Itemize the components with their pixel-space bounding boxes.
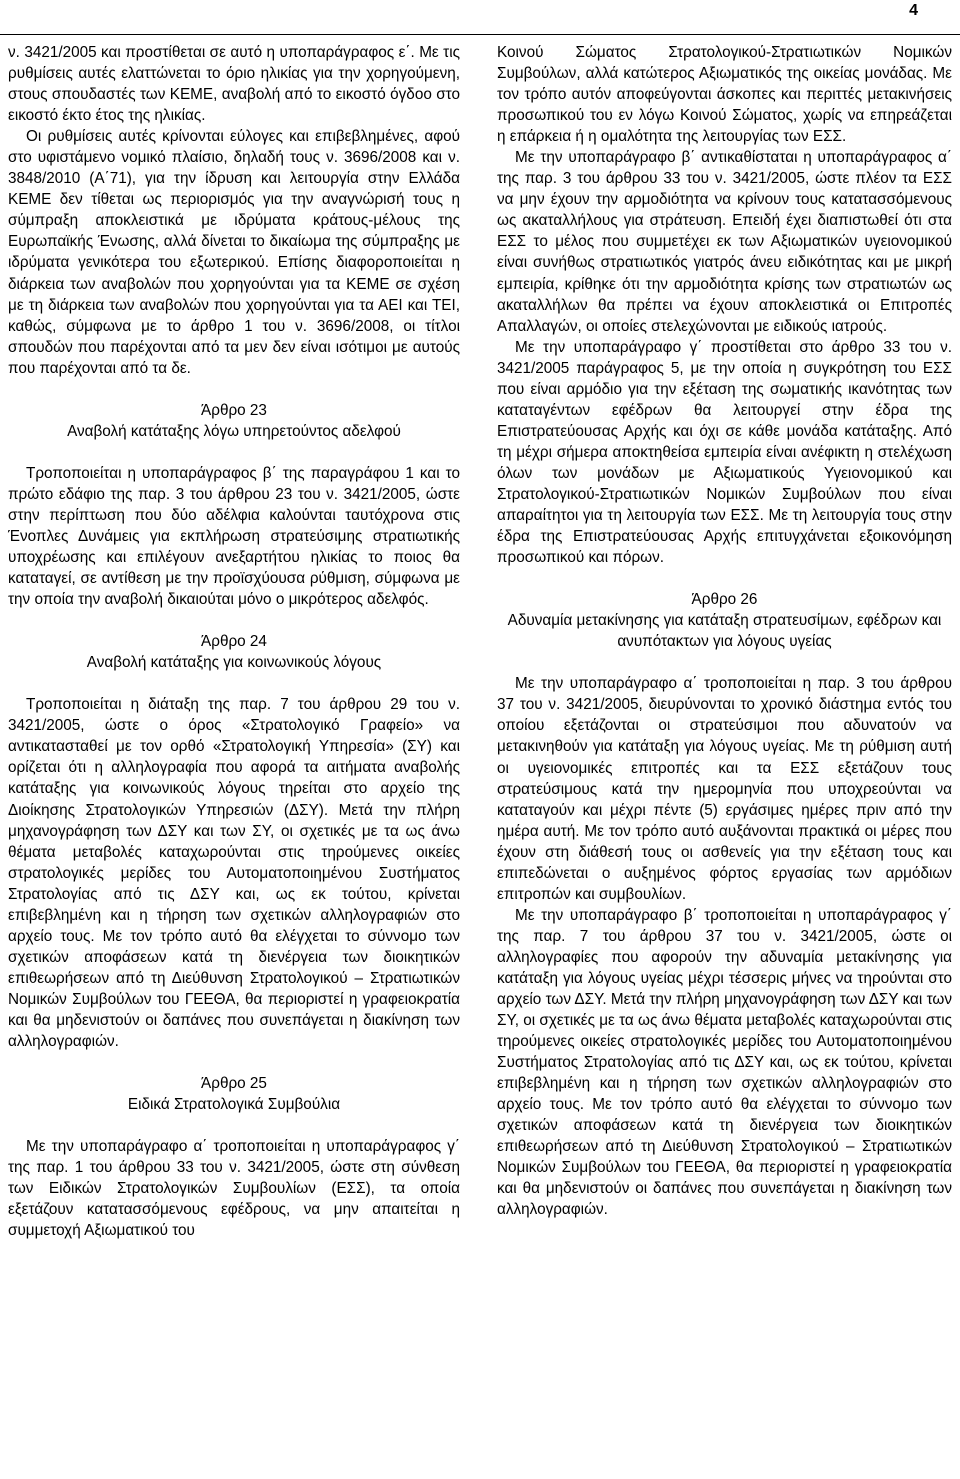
left-column (8, 42, 460, 1241)
paragraph: Τροποποιείται η υποπαράγραφος β΄ της παραγράφου 1 και το πρώτο εδάφιο της παρ. 3 του άρθρου 23 του ν. 3421/2005, ώστε στην περίπτωση που δύο αδέλφια καλούνται ταυτόχρονα στις Ένοπλες Δυνάμεις για εκπλήρωση στρατεύσιμης στρατιωτικής υποχρέωσης και επιλέγουν ανεξαρτήτου ηλικίας το ποιος θα καταταγεί, σε αντίθεση με την προϊσχύουσα ρύθμιση, σύμφωνα με την οποία την αναβολή δικαιούται μόνο ο μικρότερος αδελφός. (8, 464, 460, 609)
spacer (8, 442, 460, 463)
paragraph: ν. 3421/2005 και προστίθεται σε αυτό η υποπαράγραφος ε΄. Με τις ρυθμίσεις αυτές ελαττώνεται το όριο ηλικίας για την χορηγούμενη, στους σπουδαστές των ΚΕΜΕ, αναβολή από το εικοστό όγδοο στο εικοστό έκτο έτος της ηλικίας. (8, 44, 460, 125)
page-number: 4 (909, 2, 918, 19)
spacer (8, 673, 460, 694)
paragraph: Οι ρυθμίσεις αυτές κρίνονται εύλογες και επιβεβλημένες, αφού στο υφιστάμενο νομικό πλαίσιο, δηλαδή τους ν. 3696/2008 και ν. 3848/2010 (Α΄71), για την ίδρυση και λειτουργία στην Ελλάδα ΚΕΜΕ δεν τίθεται ως περιορισμός για την αναγνώρισή τους η σύμπραξη αποκλειστικά με ιδρύματα κράτους-μέλους της Ευρωπαϊκής Ένωσης, αλλά δίνεται το δικαίωμα της σύμπραξης με ιδρύματα γενικότερα του εξωτερικού. Επίσης διαφοροποιείται η διάρκεια των αναβολών που χορηγούνται για τα ΚΕΜΕ σε σχέση με τη διάρκεια των αναβολών που χορηγούνται για τα ΑΕΙ και ΤΕΙ, καθώς, σύμφωνα με το άρθρο 1 του ν. 3696/2008, οι τίτλοι σπουδών που παρέχονται από τα μεν δεν είναι ισότιμοι με αυτούς που παρέχονται από τα δε. (8, 128, 460, 377)
paragraph: Κοινού Σώματος Στρατολογικού-Στρατιωτικών Νομικών Συμβούλων, αλλά κατώτερος Αξιωματικός της οικείας μονάδας. Με τον τρόπο αυτόν αποφεύγονται άσκοπες και περιττές μετακινήσεις προσωπικού του εν λόγω Κοινού Σώματος, χωρίς να επηρεάζεται η επάρκεια ή η ομαλότητα της λειτουργίας των ΕΣΣ. (497, 44, 952, 146)
article-heading: Αδυναμία μετακίνησης για κατάταξη στρατευσίμων, εφέδρων και ανυπότακτων για λόγους υγείας (507, 612, 942, 651)
paragraph: Με την υποπαράγραφο α΄ τροποποιείται η παρ. 3 του άρθρου 37 του ν. 3421/2005, διευρύνονται το χρονικό διάστημα εντός του οποίου εξετάζονται οι στρατεύσιμοι που αδυνατούν να μετακινηθούν για κατάταξη για λόγους υγείας. Με τη ρύθμιση αυτή οι υγειονομικές επιτροπές και τα ΕΣΣ εξετάζουν τους στρατεύσιμους κατά την ημερομηνία που υποχρεούνται να καταταγούν και μέχρι πέντε (5) εργάσιμες ημέρες πριν από την ημέρα αυτή. Με τον τρόπο αυτό αυξάνονται πρακτικά οι μέρες που έχουν στη διάθεσή τους οι ασθενείς για την εξέταση τους και επιπεδώνεται ο αυξημένος φόρτος εργασίας των αρμόδιων επιτροπών και συμβουλίων. (497, 675, 952, 903)
header-rule (0, 34, 960, 35)
article-heading: Αναβολή κατάταξης για κοινωνικούς λόγους (86, 654, 382, 672)
paragraph: Με την υποπαράγραφο α΄ τροποποιείται η υποπαράγραφος γ΄ της παρ. 1 του άρθρου 33 του ν. 3421/2005, ώστε στη σύνθεση των Ειδικών Στρατολογικών Συμβουλίων (ΕΣΣ), τα οποία εξετάζουν κατατασσόμενους εφέδρους, να μην απαιτείται η συμμετοχή Αξιωματικού του (8, 1138, 460, 1240)
article-heading: Αναβολή κατάταξης λόγω υπηρετούντος αδελφού (67, 422, 401, 440)
spacer (8, 1052, 460, 1073)
article-heading: Άρθρο 24 (201, 633, 267, 651)
paragraph: Με την υποπαράγραφο β΄ τροποποιείται η υποπαράγραφος γ΄ της παρ. 7 του άρθρου 37 του ν. 3421/2005, ώστε οι αλληλογραφίες που αφορούν την αδυναμία μετακίνησης για κατάταξη για λόγους υγείας μέχρι τέσσερις μήνες να τηρούνται στο αρχείο των ΔΣΥ. Μετά την πλήρη μηχανογράφηση των ΔΣΥ και των ΣΥ, οι σχετικές με τα ως άνω θέματα μεταβολές καταχωρούνται στις τηρούμενες οικείες στρατολογικές μερίδες του Αυτοματοποιημένου Συστήματος Στρατολογίας από τις ΔΣΥ και, ως εκ τούτου, κρίνεται επιβεβλημένη και η τήρηση των σχετικών αλληλογραφιών στο αρχείο τους. Με τον τρόπο αυτό θα ελέγχεται το σύννομο των σχετικών αποφάσεων κατά τη διενέργεια των διοικητικών επιθεωρήσεων από τη Διεύθυνση Στρατολογικού – Στρατιωτικών Νομικών Συμβούλων του ΓΕΕΘΑ, θα περιοριστεί η γραφειοκρατία και θα μηδενιστούν οι δαπάνες που συνεπάγεται η διακίνηση των αλληλογραφιών. (497, 906, 952, 1219)
paragraph: Με την υποπαράγραφο γ΄ προστίθεται στο άρθρο 33 του ν. 3421/2005 παράγραφος 5, με την οποία η συγκρότηση του ΕΣΣ που είναι αρμόδιο για την εξέταση της σωματικής ικανότητας των καταταγέντων εφέδρων θα λειτουργεί στην έδρα της Επιστρατεύουσας Αρχής και όχι σε κάθε μονάδα κατάταξης. Από τη μέχρι σήμερα αποκτηθείσα εμπειρία είναι ανέφικτη η στελέχωση όλων των μονάδων με Αξιωματικούς Υγειονομικού και Στρατολογικού-Στρατιωτικών Νομικών Συμβούλων που είναι απαραίτητοι για τη λειτουργία των ΕΣΣ. Με τη λειτουργία τους στην έδρα της Επιστρατεύουσας Αρχής επιτυγχάνεται εξοικονόμηση προσωπικού και πόρων. (497, 338, 952, 567)
article-heading: Άρθρο 23 (201, 401, 267, 419)
spacer (497, 568, 952, 589)
spacer (8, 379, 460, 400)
paragraph: Τροποποιείται η διάταξη της παρ. 7 του άρθρου 29 του ν. 3421/2005, ώστε ο όρος «Στρατολογικό Γραφείο» να αντικατασταθεί με τον ορθό «Στρατολογική Υπηρεσία» (ΣΥ) και ορίζεται ότι η αλληλογραφία που αφορά τα αιτήματα αναβολής κατάταξης για κοινωνικούς λόγους τηρείται στο αρχείο της Διοίκησης Στρατολογικών Υπηρεσιών (ΔΣΥ). Μετά την πλήρη μηχανογράφηση των ΔΣΥ και των ΣΥ, οι σχετικές με τα ως άνω θέματα μεταβολές καταχωρούνται στις τηρούμενες οικείες στρατολογικές μερίδες του Αυτοματοποιημένου Συστήματος Στρατολογίας από τις ΔΣΥ και, ως εκ τούτου, κρίνεται επιβεβλημένη και η τήρηση των σχετικών αλληλογραφιών στο αρχείο τους. Με τον τρόπο αυτό θα ελέγχεται το σύννομο των σχετικών αποφάσεων κατά τη διενέργεια των διοικητικών επιθεωρήσεων από τη Διεύθυνση Στρατολογικού – Στρατιωτικών Νομικών Συμβούλων του ΓΕΕΘΑ, θα περιοριστεί η γραφειοκρατία και θα μηδενιστούν οι δαπάνες που συνεπάγεται η διακίνηση των αλληλογραφιών. (8, 696, 460, 1051)
spacer (8, 610, 460, 631)
paragraph: Με την υποπαράγραφο β΄ αντικαθίσταται η υποπαράγραφος α΄ της παρ. 3 του άρθρου 33 του ν. 3421/2005, ώστε πλέον τα ΕΣΣ να μην έχουν την αρμοδιότητα να κρίνουν τους κατατασσόμενους ως ακαταλλήλους για στράτευση. Επειδή έχει διαπιστωθεί ότι στα ΕΣΣ το μέλος που συμμετέχει εκ των Αξιωματικών υγειονομικού είναι συνήθως στρατιωτικός γιατρός άνευ ειδικότητας και με μικρή εμπειρία, κρίθηκε ότι την αρμοδιότητα κρίσης των στρατιωτών ως ακαταλλήλων θα πρέπει να έχουν αποκλειστικά οι Επιτροπές Απαλλαγών, οι οποίες στελεχώνονται με ειδικούς ιατρούς. (497, 149, 952, 335)
right-column (497, 42, 952, 1221)
spacer (8, 1115, 460, 1136)
spacer (497, 652, 952, 673)
article-heading: Άρθρο 25 (201, 1075, 267, 1093)
article-heading: Άρθρο 26 (691, 591, 758, 609)
article-heading: Ειδικά Στρατολογικά Συμβούλια (127, 1096, 341, 1114)
